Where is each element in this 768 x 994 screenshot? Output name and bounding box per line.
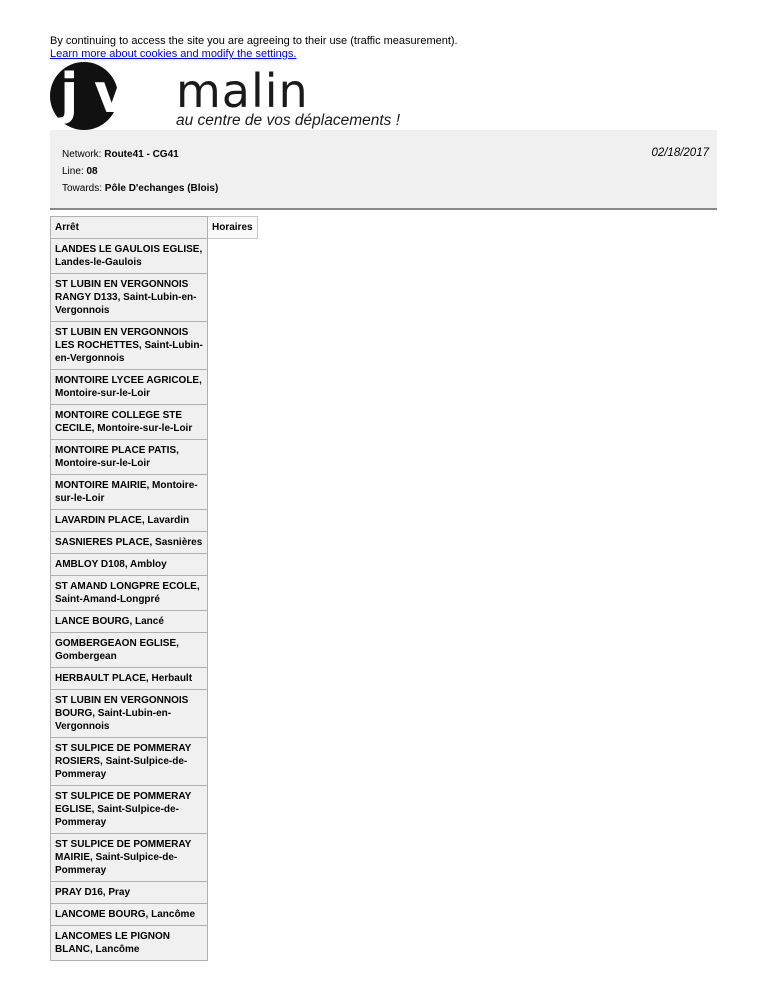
stop-name: MONTOIRE PLACE PATIS, Montoire-sur-le-Loir xyxy=(51,440,208,475)
logo-wordmark: malin xyxy=(176,64,309,118)
times-cell xyxy=(208,834,258,882)
table-row xyxy=(51,668,258,690)
times-cell xyxy=(208,926,258,961)
towards-value: Pôle D'echanges (Blois) xyxy=(104,183,219,194)
towards-label: Towards: xyxy=(62,183,103,194)
table-row xyxy=(51,576,258,611)
network-row xyxy=(62,149,179,161)
stop-name: GOMBERGEAON EGLISE, Gombergean xyxy=(51,633,208,668)
stop-name: MONTOIRE MAIRIE, Montoire-sur-le-Loir xyxy=(51,475,208,510)
header-times: Horaires xyxy=(208,217,258,239)
table-row xyxy=(51,926,258,961)
times-cell xyxy=(208,405,258,440)
stop-name: ST SULPICE DE POMMERAY ROSIERS, Saint-Sulpice-de-Pommeray xyxy=(51,738,208,786)
times-cell xyxy=(208,668,258,690)
table-row xyxy=(51,633,258,668)
table-row xyxy=(51,322,258,370)
table-row xyxy=(51,834,258,882)
times-cell xyxy=(208,904,258,926)
stop-name: LANCE BOURG, Lancé xyxy=(51,611,208,633)
times-cell xyxy=(208,239,258,274)
table-row xyxy=(51,786,258,834)
stop-name: LANCOMES LE PIGNON BLANC, Lancôme xyxy=(51,926,208,961)
schedule-date: 02/18/2017 xyxy=(651,147,709,159)
stop-name: ST AMAND LONGPRE ECOLE, Saint-Amand-Longpré xyxy=(51,576,208,611)
table-row xyxy=(51,405,258,440)
table-row xyxy=(51,554,258,576)
logo-letter-j: j xyxy=(60,62,79,125)
table-row xyxy=(51,475,258,510)
times-cell xyxy=(208,611,258,633)
cookie-banner xyxy=(50,35,458,61)
cookie-settings-link[interactable]: Learn more about cookies and modify the settings. xyxy=(50,48,297,60)
table-row xyxy=(51,690,258,738)
times-cell xyxy=(208,690,258,738)
times-cell xyxy=(208,274,258,322)
stop-name: SASNIERES PLACE, Sasnières xyxy=(51,532,208,554)
network-value: Route41 - CG41 xyxy=(104,149,179,160)
times-cell xyxy=(208,532,258,554)
stop-name: LANDES LE GAULOIS EGLISE, Landes-le-Gaulois xyxy=(51,239,208,274)
stop-name: AMBLOY D108, Ambloy xyxy=(51,554,208,576)
times-cell xyxy=(208,322,258,370)
table-row xyxy=(51,882,258,904)
stop-name: LANCOME BOURG, Lancôme xyxy=(51,904,208,926)
times-cell xyxy=(208,576,258,611)
stop-name: LAVARDIN PLACE, Lavardin xyxy=(51,510,208,532)
route-info-panel xyxy=(50,130,717,210)
table-row xyxy=(51,611,258,633)
table-row xyxy=(51,239,258,274)
times-cell xyxy=(208,370,258,405)
network-label: Network: xyxy=(62,149,102,160)
stop-name: MONTOIRE COLLEGE STE CECILE, Montoire-sur-le-Loir xyxy=(51,405,208,440)
cookie-text: By continuing to access the site you are agreeing to their use (traffic measurement). xyxy=(50,35,458,47)
timetable xyxy=(50,216,258,961)
stop-name: ST LUBIN EN VERGONNOIS BOURG, Saint-Lubin-en-Vergonnois xyxy=(51,690,208,738)
stop-name: MONTOIRE LYCEE AGRICOLE, Montoire-sur-le-Loir xyxy=(51,370,208,405)
stop-name: PRAY D16, Pray xyxy=(51,882,208,904)
times-cell xyxy=(208,510,258,532)
times-cell xyxy=(208,475,258,510)
times-cell xyxy=(208,633,258,668)
logo-tagline: au centre de vos déplacements ! xyxy=(176,112,401,129)
logo-letter-v: v xyxy=(94,62,130,125)
times-cell xyxy=(208,554,258,576)
table-row xyxy=(51,532,258,554)
table-row xyxy=(51,904,258,926)
line-label: Line: xyxy=(62,166,84,177)
logo-mark xyxy=(50,62,130,132)
table-row xyxy=(51,440,258,475)
times-cell xyxy=(208,440,258,475)
towards-row xyxy=(62,183,218,195)
line-row xyxy=(62,166,98,178)
table-row xyxy=(51,510,258,532)
table-row xyxy=(51,274,258,322)
stop-name: HERBAULT PLACE, Herbault xyxy=(51,668,208,690)
stop-name: ST LUBIN EN VERGONNOIS RANGY D133, Saint-Lubin-en-Vergonnois xyxy=(51,274,208,322)
stop-name: ST SULPICE DE POMMERAY MAIRIE, Saint-Sulpice-de-Pommeray xyxy=(51,834,208,882)
times-cell xyxy=(208,738,258,786)
times-cell xyxy=(208,786,258,834)
line-value: 08 xyxy=(86,166,98,177)
times-cell xyxy=(208,882,258,904)
jvmalin-logo[interactable] xyxy=(50,62,401,132)
stop-name: ST LUBIN EN VERGONNOIS LES ROCHETTES, Saint-Lubin-en-Vergonnois xyxy=(51,322,208,370)
stop-name: ST SULPICE DE POMMERAY EGLISE, Saint-Sulpice-de-Pommeray xyxy=(51,786,208,834)
timetable-header-row xyxy=(51,217,258,239)
table-row xyxy=(51,738,258,786)
table-row xyxy=(51,370,258,405)
header-stop: Arrêt xyxy=(51,217,208,239)
